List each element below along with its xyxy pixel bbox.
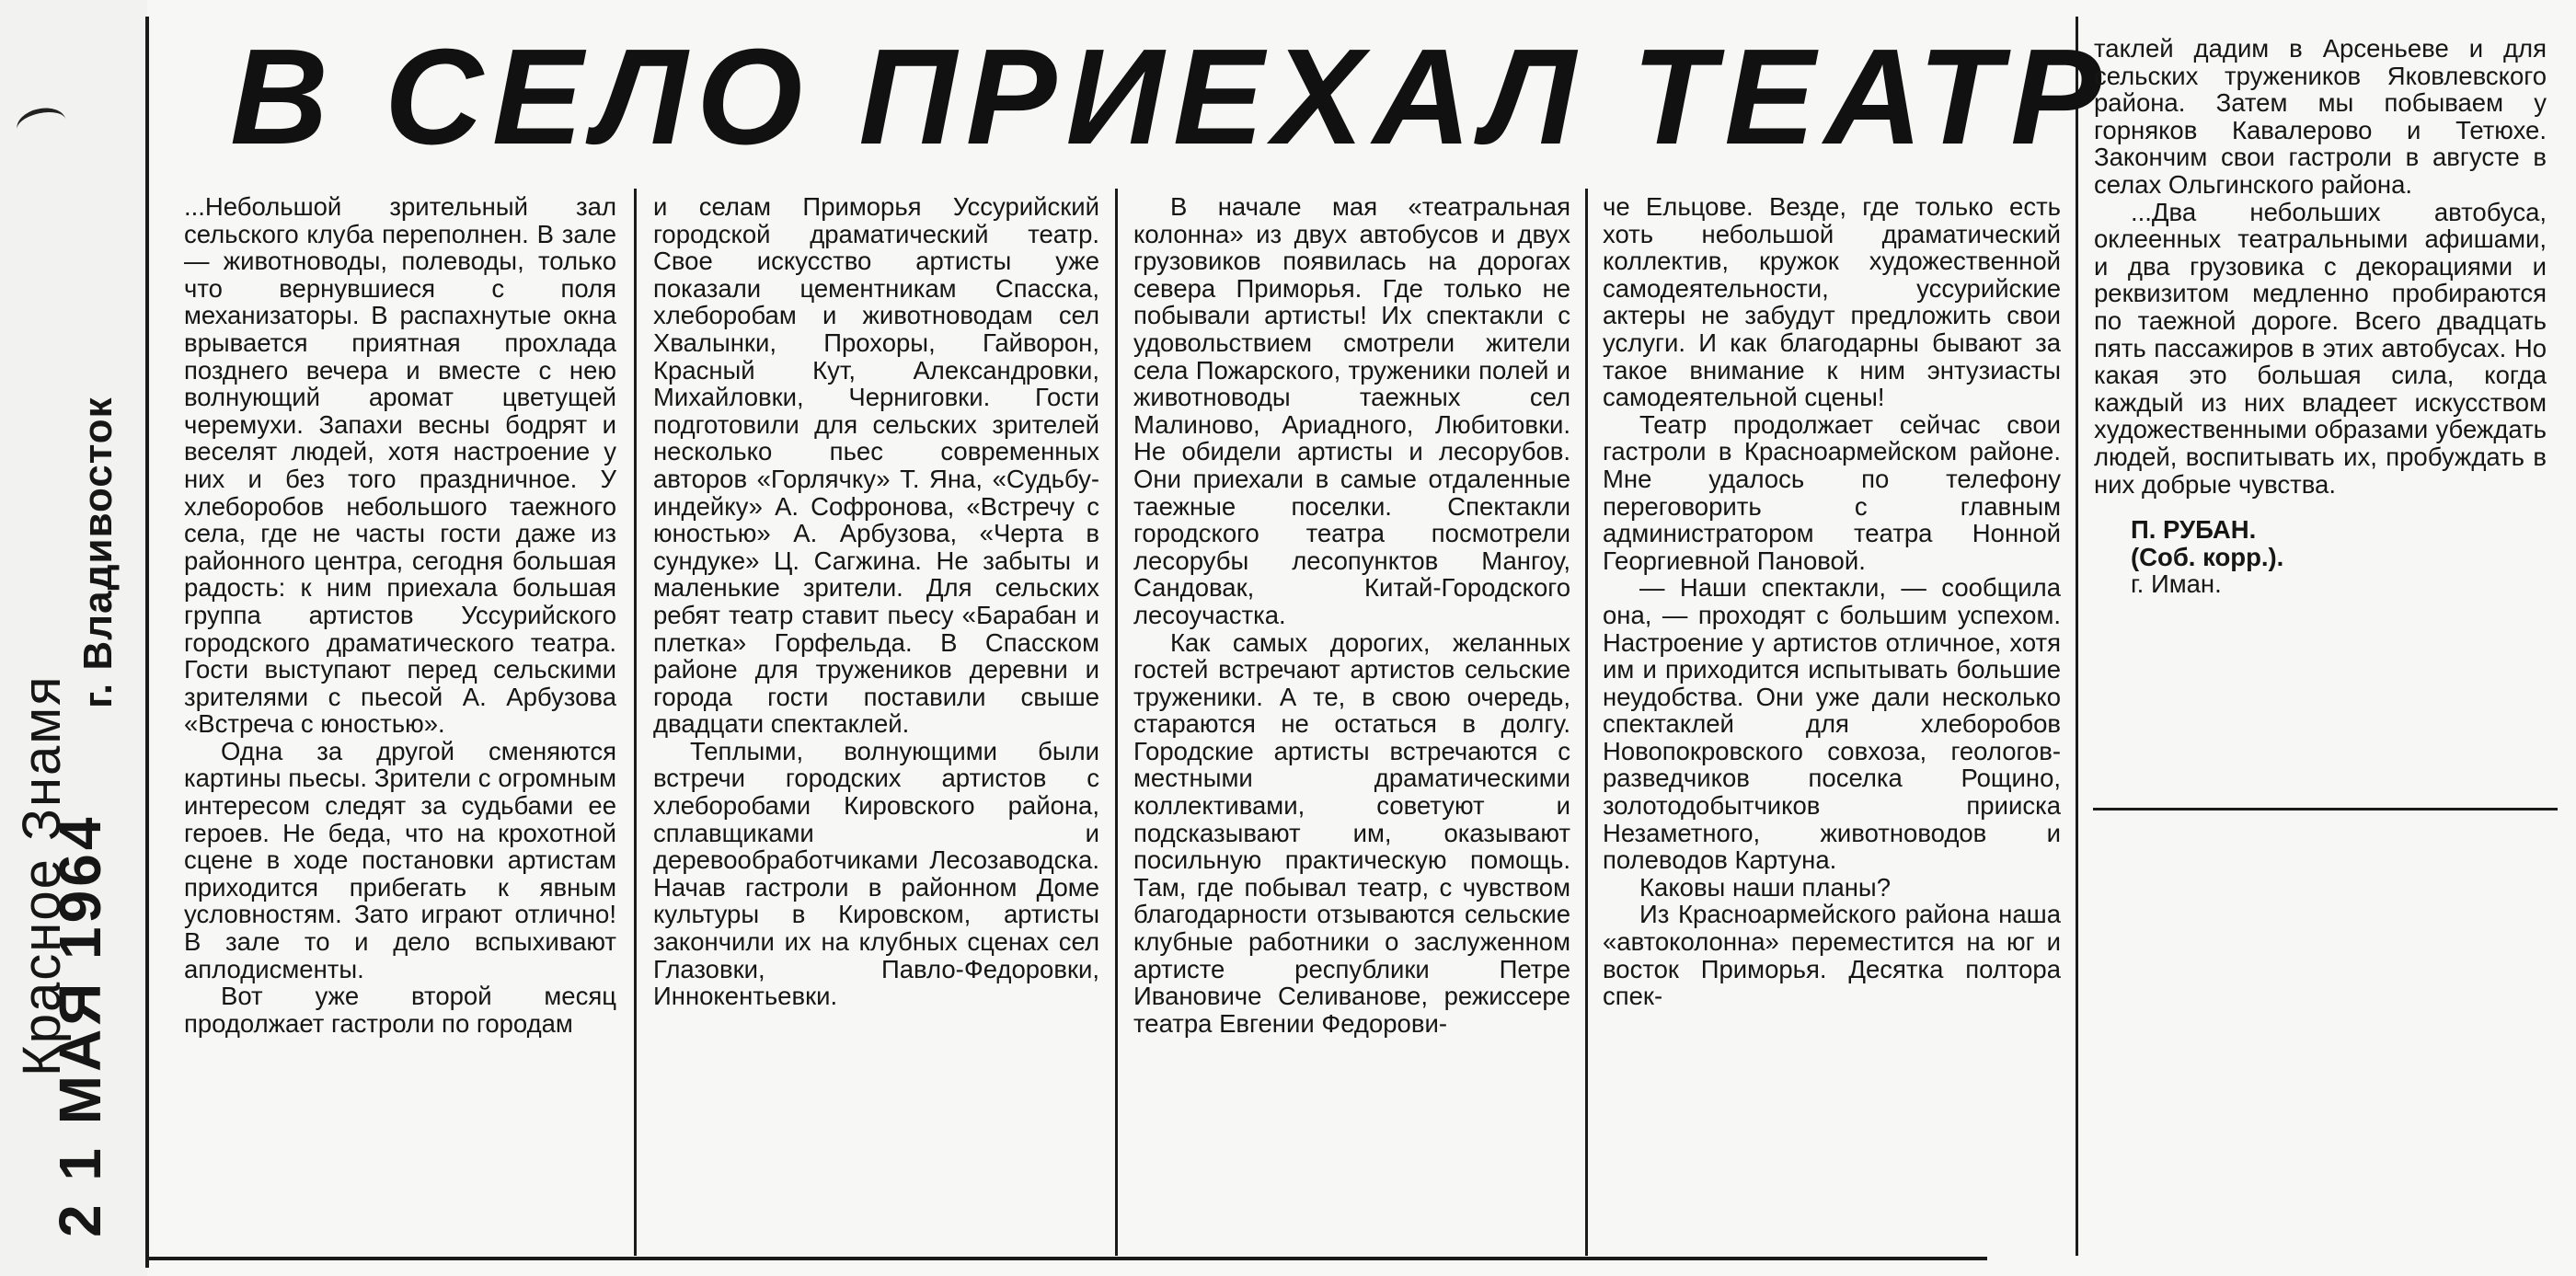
paragraph: ...Два небольших автобуса, оклеенных театральными афишами, и два грузовика с декорациями и реквизитом медленно пробираются по таежной дороге. Всего двадцать пять пассажиров в этих автобусах. Но какая это большая сила, когда каждый из них владеет искусством художественными образами убеждать людей, воспитывать их, пробуждать в них добрые чувства. [2094, 197, 2547, 499]
paragraph: и селам Приморья Уссурийский городской драматический театр. Свое искусство артисты уже показали цементникам Спасска, хлеборобам и животноводам сел Хвалынки, Прохоры, Гайворон, Красный Кут, Александровки, Михайловки, Черниговки. Гости подготовили для сельских зрителей несколько пьес современных авторов «Горлячку» Т. Яна, «Судьбу-индейку» А. Софронова, «Встречу с юностью» А. Арбузова, «Черта в сундуке» Ц. Сагжина. Не забыты и маленькие зрители. Для сельских ребят театр ставит пьесу «Барабан и плетка» Горфельда. В Спасском районе для тружеников деревни и города гости поставили свыше двадцати спектаклей. [653, 193, 1099, 739]
paragraph: В начале мая «театральная колонна» из двух автобусов и двух грузовиков появилась на дорогах севера Приморья. Где только не побывали артисты! Их спектакли с удовольствием смотрели жители села Пожарского, труженики полей и животноводы таежных сел Малиново, Ариадного, Любитовки. Не обидели артисты и лесорубов. Они приехали в самые отдаленные таежные поселки. Спектакли городского театра посмотрели лесорубы лесопунктов Мангоу, Сандовак, Китай-Городского лесоучастка. [1133, 193, 1570, 629]
article-column-5 [2094, 35, 2547, 808]
paragraph: Каковы наши планы? [1639, 872, 1891, 902]
archive-stamp-margin [0, 0, 147, 1276]
paragraph: Вот уже второй месяц продолжает гастроли по городам [184, 982, 616, 1038]
paragraph: Как самых дорогих, желанных гостей встречают артистов сельские труженики. А те, в свою очередь, стараются не остаться в долгу. Городские артисты встречаются с местными драматическими коллективами, советуют и подсказывают им, оказывают посильную практическую помощь. Там, где побывал театр, с чувством благодарности отзываются сельские клубные работники о заслуженном артисте республики Петре Ивановиче Селиванове, режиссере театра Евгении Федорови- [1133, 627, 1570, 1038]
left-frame-rule [145, 17, 149, 1268]
city-stamp: г. Владивосток [75, 397, 121, 708]
author-role: (Соб. корр.). [2131, 542, 2284, 571]
paragraph: че Ельцове. Везде, где только есть хоть небольшой драматический коллектив, кружок художественной самодеятельности, уссурийские актеры не забудут предложить свои услуги. И как благодарны бывают за такое внимание к ним энтузиасты самодеятельной сцены! [1603, 193, 2061, 412]
dateline: г. Иман. [2131, 569, 2222, 599]
article-column-1 [184, 193, 616, 1251]
paragraph: таклей дадим в Арсеньеве и для сельских тружеников Яковлевского района. Затем мы побываем у горняков Кавалерово и Тетюхе. Закончим свои гастроли в августе в селах Ольгинского района. [2094, 35, 2547, 199]
paragraph: — Наши спектакли, — сообщила она, — проходят с большим успехом. Настроение у артистов отличное, хотя им и приходится испытывать большие неудобства. Они уже дали несколько спектаклей для хлеборобов Новопокровского совхоза, геологов-разведчиков поселка Рощино, золотодобытчиков прииска Незаметного, животноводов и полеводов Картуна. [1603, 573, 2061, 875]
article-column-3 [1133, 193, 1570, 1251]
paragraph: Из Красноармейского района наша «автоколонна» переместится на юг и восток Приморья. Десятка полтора спек- [1603, 900, 2061, 1011]
paragraph: ...Небольшой зрительный зал сельского клуба переполнен. В зале — животноводы, полеводы, только что вернувшиеся с поля механизаторы. В распахнутые окна врывается приятная прохлада позднего вечера и вместе с нею волнующий аромат цветущей черемухи. Запахи весны бодрят и веселят людей, хотя настроение у них и без того праздничное. У хлеборобов небольшого таежного села, где не часты гости даже из районного центра, сегодня большая радость: к ним приехала большая группа артистов Уссурийского городского драматического театра. Гости выступают перед сельскими зрителями с пьесой А. Арбузова «Встреча с юностью». [184, 193, 616, 739]
column-rule-3 [1585, 189, 1588, 1256]
bottom-frame-rule [147, 1257, 1987, 1260]
article-headline: В СЕЛО ПРИЕХАЛ ТЕАТР [230, 21, 2111, 173]
paragraph: Одна за другой сменяются картины пьесы. Зрители с огромным интересом следят за судьбами ее героев. Не беда, что на крохотной сцене в ходе постановки артистам приходится прибегать к явным условностям. Зато играют отлично! В зале то и дело вспыхивают аплодисменты. [184, 736, 616, 983]
article-column-4 [1603, 193, 2061, 1251]
paragraph: Театр продолжает сейчас свои гастроли в Красноармейском районе. Мне удалось по телефону переговорить с главным администратором театра Нонной Георгиевной Пановой. [1603, 409, 2061, 575]
paragraph: Теплыми, волнующими были встречи городских артистов с хлеборобами Кировского района, сплавщиками и деревообработчиками Лесозаводска. Начав гастроли в районном Доме культуры в Кировском, артисты закончили их на клубных сценах сел Глазовки, Павло-Федоровки, Иннокентьевки. [653, 736, 1099, 1011]
end-rule [2093, 808, 2558, 810]
newspaper-name-stamp: Красное Знамя [12, 674, 72, 1076]
column-rule-4 [2076, 17, 2078, 1256]
column-rule-2 [1115, 189, 1118, 1256]
article-column-2 [653, 193, 1099, 1251]
author-name: П. РУБАН. [2131, 515, 2257, 545]
column-rule-1 [634, 189, 637, 1256]
date-stamp: 2 1 МАЯ 1964 [47, 813, 113, 1237]
